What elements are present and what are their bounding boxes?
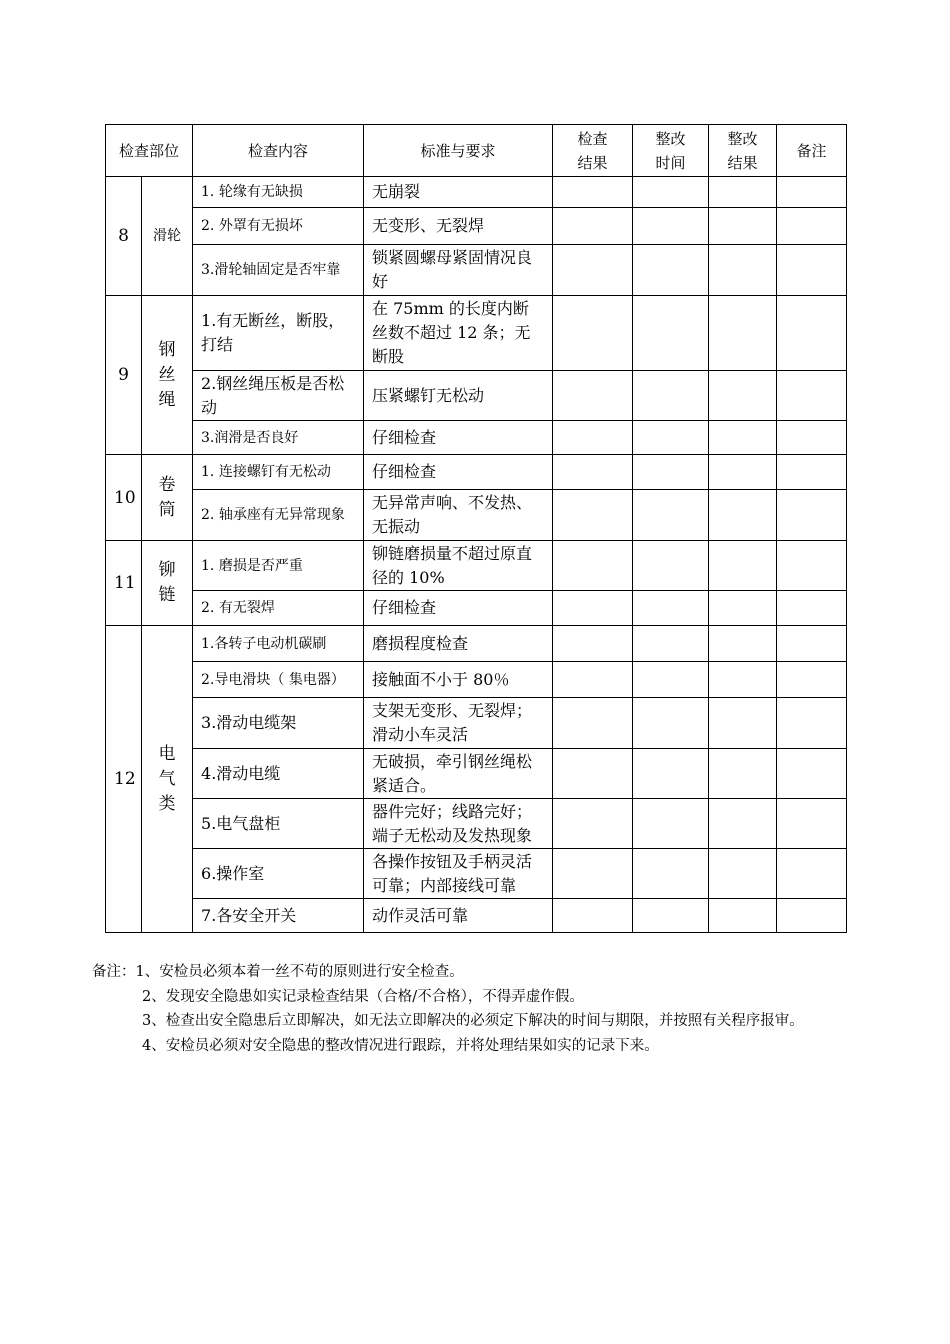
rect-result-cell [709, 626, 777, 662]
group-number: 11 [106, 541, 142, 626]
table-row [106, 662, 847, 698]
table-row [106, 177, 847, 208]
check-item: 1. 连接螺钉有无松动 [193, 455, 364, 490]
inspection-table [105, 124, 847, 933]
rect-result-cell [709, 208, 777, 245]
check-item: 1. 轮缘有无缺损 [193, 177, 364, 208]
remark-cell [777, 208, 847, 245]
result-cell [553, 177, 633, 208]
check-standard: 在 75mm 的长度内断丝数不超过 12 条；无断股 [364, 296, 553, 371]
note-3: 3、检查出安全隐患后立即解决，如无法立即解决的必须定下解决的时间与期限，并按照有关程序报审。 [142, 1013, 804, 1029]
table-row [106, 799, 847, 849]
rect-result-cell [709, 849, 777, 899]
remark-cell [777, 591, 847, 626]
table-row [106, 371, 847, 421]
header-content: 检查内容 [193, 125, 364, 177]
result-cell [553, 591, 633, 626]
group-number: 12 [106, 626, 142, 933]
remark-cell [777, 371, 847, 421]
result-cell [553, 296, 633, 371]
group-number: 10 [106, 455, 142, 541]
check-standard: 器件完好；线路完好；端子无松动及发热现象 [364, 799, 553, 849]
note-1: 备注：1、安检员必须本着一丝不苟的原则进行安全检查。 [92, 964, 464, 980]
result-cell [553, 849, 633, 899]
rect-time-cell [633, 371, 709, 421]
rect-time-cell [633, 626, 709, 662]
table-row [106, 899, 847, 933]
table-row [106, 245, 847, 296]
rect-time-cell [633, 591, 709, 626]
check-item: 5.电气盘柜 [193, 799, 364, 849]
check-standard: 锁紧圆螺母紧固情况良好 [364, 245, 553, 296]
check-standard: 无异常声响、不发热、无振动 [364, 490, 553, 541]
group-part: 滑轮 [142, 177, 193, 296]
group-number: 9 [106, 296, 142, 455]
check-item: 1.各转子电动机碳刷 [193, 626, 364, 662]
rect-result-cell [709, 749, 777, 799]
table-row [106, 296, 847, 371]
check-item: 1.有无断丝，断股，打结 [193, 296, 364, 371]
result-cell [553, 799, 633, 849]
check-standard: 仔细检查 [364, 591, 553, 626]
table-row [106, 421, 847, 455]
remark-cell [777, 849, 847, 899]
group-part: 铆链 [142, 541, 193, 626]
table-row [106, 626, 847, 662]
group-part: 钢丝绳 [142, 296, 193, 455]
remark-cell [777, 421, 847, 455]
rect-result-cell [709, 421, 777, 455]
rect-time-cell [633, 296, 709, 371]
result-cell [553, 899, 633, 933]
result-cell [553, 626, 633, 662]
table-row [106, 490, 847, 541]
group-number: 8 [106, 177, 142, 296]
table-row [106, 698, 847, 749]
check-item: 3.滑轮轴固定是否牢靠 [193, 245, 364, 296]
check-standard: 支架无变形、无裂焊；滑动小车灵活 [364, 698, 553, 749]
rect-time-cell [633, 662, 709, 698]
rect-result-cell [709, 371, 777, 421]
check-standard: 仔细检查 [364, 421, 553, 455]
check-item: 2.导电滑块（ 集电器） [193, 662, 364, 698]
remark-cell [777, 490, 847, 541]
rect-result-cell [709, 541, 777, 591]
rect-result-cell [709, 455, 777, 490]
remark-cell [777, 749, 847, 799]
check-standard: 铆链磨损量不超过原直径的 10% [364, 541, 553, 591]
rect-time-cell [633, 208, 709, 245]
check-item: 4.滑动电缆 [193, 749, 364, 799]
result-cell [553, 698, 633, 749]
table-row [106, 591, 847, 626]
note-2: 2、发现安全隐患如实记录检查结果（合格/不合格），不得弄虚作假。 [142, 988, 584, 1005]
remark-cell [777, 541, 847, 591]
check-standard: 仔细检查 [364, 455, 553, 490]
remark-cell [777, 662, 847, 698]
check-item: 6.操作室 [193, 849, 364, 899]
remark-cell [777, 245, 847, 296]
rect-time-cell [633, 421, 709, 455]
header-rect-time: 整改时间 [633, 125, 709, 177]
header-part: 检查部位 [106, 125, 193, 177]
check-item: 2. 轴承座有无异常现象 [193, 490, 364, 541]
rect-time-cell [633, 899, 709, 933]
rect-time-cell [633, 455, 709, 490]
rect-time-cell [633, 799, 709, 849]
rect-result-cell [709, 490, 777, 541]
rect-time-cell [633, 698, 709, 749]
rect-result-cell [709, 591, 777, 626]
rect-result-cell [709, 899, 777, 933]
result-cell [553, 455, 633, 490]
remark-cell [777, 698, 847, 749]
remark-cell [777, 455, 847, 490]
rect-result-cell [709, 296, 777, 371]
result-cell [553, 662, 633, 698]
header-row [106, 125, 847, 177]
remark-cell [777, 177, 847, 208]
check-item: 3.滑动电缆架 [193, 698, 364, 749]
check-item: 7.各安全开关 [193, 899, 364, 933]
check-standard: 磨损程度检查 [364, 626, 553, 662]
check-item: 2.钢丝绳压板是否松动 [193, 371, 364, 421]
group-part: 卷筒 [142, 455, 193, 541]
check-standard: 无崩裂 [364, 177, 553, 208]
group-part: 电气类 [142, 626, 193, 933]
rect-time-cell [633, 849, 709, 899]
remark-cell [777, 899, 847, 933]
result-cell [553, 421, 633, 455]
result-cell [553, 371, 633, 421]
rect-time-cell [633, 177, 709, 208]
rect-time-cell [633, 245, 709, 296]
rect-result-cell [709, 177, 777, 208]
note-4: 4、安检员必须对安全隐患的整改情况进行跟踪，并将处理结果如实的记录下来。 [142, 1037, 659, 1054]
rect-result-cell [709, 698, 777, 749]
table-row [106, 541, 847, 591]
check-standard: 无变形、无裂焊 [364, 208, 553, 245]
table-row [106, 208, 847, 245]
remark-cell [777, 296, 847, 371]
result-cell [553, 541, 633, 591]
result-cell [553, 245, 633, 296]
check-item: 3.润滑是否良好 [193, 421, 364, 455]
result-cell [553, 490, 633, 541]
check-standard: 接触面不小于 80％ [364, 662, 553, 698]
table-row [106, 749, 847, 799]
remark-cell [777, 799, 847, 849]
remark-cell [777, 626, 847, 662]
table-row [106, 455, 847, 490]
check-standard: 压紧螺钉无松动 [364, 371, 553, 421]
check-standard: 各操作按钮及手柄灵活可靠；内部接线可靠 [364, 849, 553, 899]
rect-time-cell [633, 749, 709, 799]
check-standard: 无破损，牵引钢丝绳松紧适合。 [364, 749, 553, 799]
result-cell [553, 208, 633, 245]
check-standard: 动作灵活可靠 [364, 899, 553, 933]
rect-time-cell [633, 541, 709, 591]
check-item: 1. 磨损是否严重 [193, 541, 364, 591]
header-standard: 标准与要求 [364, 125, 553, 177]
notes-section [92, 960, 844, 1058]
result-cell [553, 749, 633, 799]
rect-result-cell [709, 799, 777, 849]
check-item: 2. 外罩有无损坏 [193, 208, 364, 245]
header-remark: 备注 [777, 125, 847, 177]
rect-time-cell [633, 490, 709, 541]
check-item: 2. 有无裂焊 [193, 591, 364, 626]
rect-result-cell [709, 245, 777, 296]
rect-result-cell [709, 662, 777, 698]
header-rect-result: 整改结果 [709, 125, 777, 177]
header-result: 检查结果 [553, 125, 633, 177]
table-row [106, 849, 847, 899]
